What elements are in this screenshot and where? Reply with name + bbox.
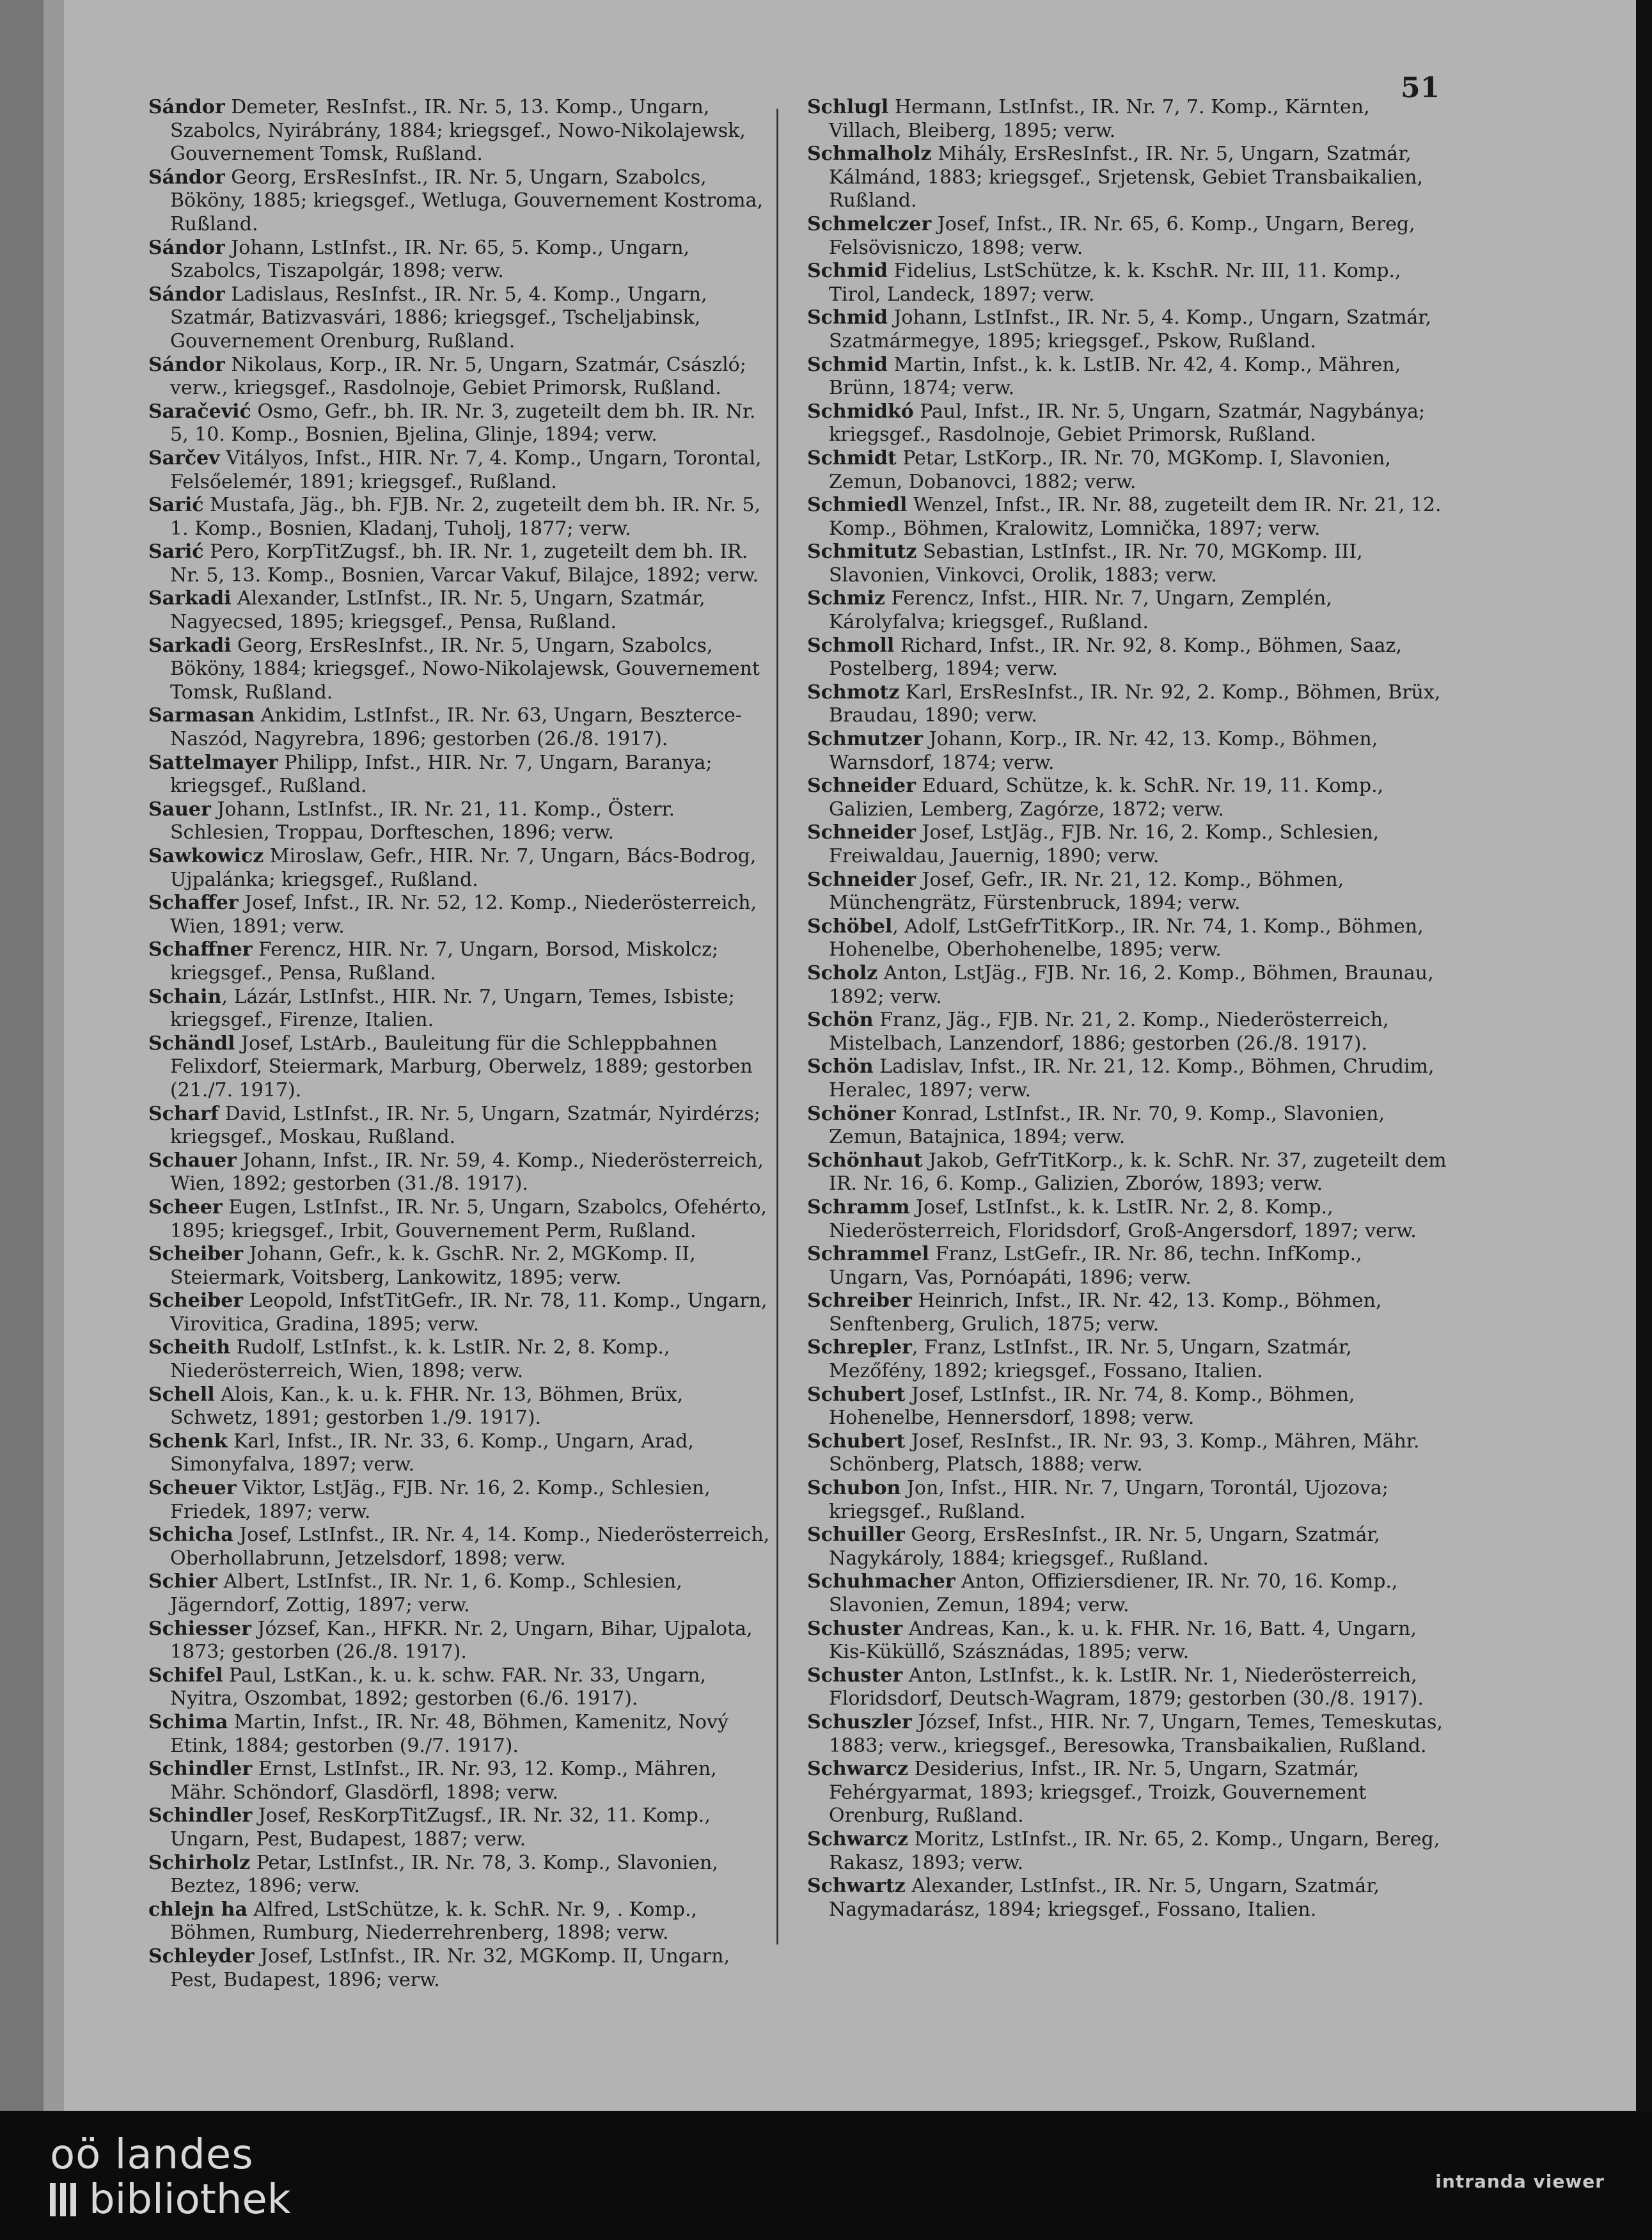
entry-surname: Sarić [148, 494, 204, 517]
entry-details: Josef, LstArb., Bauleitung für die Schleppbahnen Felixdorf, Steiermark, Marburg, Oberwelz, 1889; gestorben (21./7. 1917). [170, 1032, 753, 1101]
entry-details: Josef, LstInfst., IR. Nr. 32, MGKomp. II, Ungarn, Pest, Budapest, 1896; verw. [170, 1944, 730, 1991]
entry-details: Alexander, LstInfst., IR. Nr. 5, Ungarn, Szatmár, Nagymadarász, 1894; kriegsgef., Fossano, Italien. [829, 1875, 1380, 1921]
register-entry [148, 1758, 775, 1804]
entry-surname: Sarkadi [148, 634, 232, 657]
entry-surname: Schmiz [807, 587, 885, 610]
entry-surname: Schönhaut [807, 1149, 923, 1172]
register-entry [148, 845, 775, 892]
entry-surname: Schmidkó [807, 400, 914, 423]
entry-details: Johann, LstInfst., IR. Nr. 21, 11. Komp., Österr. Schlesien, Troppau, Dorfteschen, 1896; verw. [170, 798, 675, 844]
register-entry [807, 1618, 1447, 1664]
entry-surname: Schuster [807, 1617, 903, 1640]
entry-details: Wenzel, Infst., IR. Nr. 88, zugeteilt dem IR. Nr. 21, 12. Komp., Böhmen, Kralowitz, Lomnička, 1897; verw. [829, 494, 1442, 540]
register-entry [807, 1828, 1447, 1875]
register-entry [148, 986, 775, 1032]
entry-details: Ladislav, Infst., IR. Nr. 21, 12. Komp., Böhmen, Chrudim, Heralec, 1897; verw. [829, 1055, 1435, 1101]
entry-details: Anton, LstInfst., k. k. LstIR. Nr. 1, Niederösterreich, Floridsdorf, Deutsch-Wagram, 1879; gestorben (30./8. 1917). [829, 1664, 1424, 1710]
register-entry [148, 1243, 775, 1290]
entry-surname: Schmoll [807, 634, 895, 657]
entry-surname: Schmutzer [807, 728, 924, 751]
register-entry [807, 213, 1447, 260]
entry-surname: Schmitutz [807, 540, 917, 564]
register-entry [807, 1336, 1447, 1383]
register-entry [148, 540, 775, 587]
register-entry [148, 1336, 775, 1383]
register-entry [148, 704, 775, 751]
entry-surname: Scheiber [148, 1290, 244, 1313]
entry-surname: Schaffer [148, 892, 239, 915]
register-entry [148, 1945, 775, 1992]
entry-details: Georg, ErsResInfst., IR. Nr. 5, Ungarn, Szabolcs, Bököny, 1884; kriegsgef., Nowo-Nikolajewsk, Gouvernement Tomsk, Rußland. [170, 634, 760, 704]
register-entry [807, 540, 1447, 587]
register-entry [148, 1524, 775, 1570]
register-entry [807, 1243, 1447, 1290]
entry-details: Martin, Infst., IR. Nr. 48, Böhmen, Kamenitz, Nový Etink, 1884; gestorben (9./7. 1917). [170, 1710, 728, 1757]
register-entry [807, 1524, 1447, 1570]
register-entry [148, 1570, 775, 1617]
register-entry [148, 166, 775, 237]
entry-details: Ferencz, HIR. Nr. 7, Ungarn, Borsod, Miskolcz; kriegsgef., Pensa, Rußland. [170, 938, 719, 984]
entry-details: Josef, LstInfst., IR. Nr. 4, 14. Komp., Niederösterreich, Oberhollabrunn, Jetzelsdorf, 1898; verw. [170, 1524, 770, 1570]
register-entry [807, 1290, 1447, 1336]
register-entry [148, 400, 775, 447]
register-entry [148, 1898, 775, 1945]
entry-surname: Schenk [148, 1430, 228, 1453]
entry-details: József, Kan., HFKR. Nr. 2, Ungarn, Bihar, Ujpalota, 1873; gestorben (26./8. 1917). [170, 1617, 753, 1664]
entry-surname: Schmid [807, 353, 888, 376]
entry-surname: Schwarcz [807, 1827, 909, 1850]
logo-bars-icon [50, 2183, 76, 2216]
entry-surname: Sarić [148, 540, 204, 564]
entry-details: Josef, ResInfst., IR. Nr. 93, 3. Komp., Mähren, Mähr. Schönberg, Platsch, 1888; verw. [829, 1430, 1420, 1476]
entry-surname: Schaffner [148, 938, 253, 961]
register-entry [807, 143, 1447, 213]
entry-details: , Lázár, LstInfst., HIR. Nr. 7, Ungarn, Temes, Isbiste; kriegsgef., Firenze, Italien. [170, 985, 735, 1032]
register-entry [807, 775, 1447, 821]
register-entry [807, 494, 1447, 540]
entry-surname: Schubon [807, 1477, 901, 1500]
register-entry [148, 283, 775, 354]
entry-details: Viktor, LstJäg., FJB. Nr. 16, 2. Komp., Schlesien, Friedek, 1897; verw. [170, 1477, 711, 1523]
entry-surname: Schneider [807, 868, 916, 891]
register-entry [148, 1664, 775, 1711]
entry-surname: Schiesser [148, 1617, 251, 1640]
register-entry [148, 1711, 775, 1758]
register-entry [807, 821, 1447, 868]
entry-details: Rudolf, LstInfst., k. k. LstIR. Nr. 2, 8. Komp., Niederösterreich, Wien, 1898; verw. [170, 1336, 670, 1383]
entry-surname: Schauer [148, 1149, 237, 1172]
entry-details: Mihály, ErsResInfst., IR. Nr. 5, Ungarn, Szatmár, Kálmánd, 1883; kriegsgef., Srjetensk, Gebiet Transbaikalien, Rußland. [829, 143, 1423, 212]
entry-details: Eugen, LstInfst., IR. Nr. 5, Ungarn, Szabolcs, Ofehérto, 1895; kriegsgef., Irbit, Gouvernement Perm, Rußland. [170, 1195, 767, 1242]
entry-details: Andreas, Kan., k. u. k. FHR. Nr. 16, Batt. 4, Ungarn, Kis-Küküllő, Szásznádas, 1895; verw. [829, 1617, 1417, 1664]
register-entry [807, 354, 1447, 400]
logo-line-1: oö landes [50, 2131, 254, 2179]
entry-details: Mustafa, Jäg., bh. FJB. Nr. 2, zugeteilt dem bh. IR. Nr. 5, 1. Komp., Bosnien, Kladanj, Tuholj, 1877; verw. [170, 494, 761, 540]
entry-surname: Schain [148, 985, 222, 1008]
register-entry [148, 587, 775, 634]
entry-details: Anton, LstJäg., FJB. Nr. 16, 2. Komp., Böhmen, Braunau, 1892; verw. [829, 961, 1434, 1008]
entry-surname: Sauer [148, 798, 211, 821]
register-entry [148, 494, 775, 540]
page-gutter-shadow [43, 0, 64, 2111]
register-entry [807, 1055, 1447, 1102]
entry-details: Hermann, LstInfst., IR. Nr. 7, 7. Komp., Kärnten, Villach, Bleiberg, 1895; verw. [829, 96, 1370, 142]
entry-surname: Schreiber [807, 1290, 912, 1313]
entry-details: Alfred, LstSchütze, k. k. SchR. Nr. 9, . Komp., Böhmen, Rumburg, Niederrehrenberg, 1898; verw. [170, 1898, 698, 1944]
entry-surname: Scharf [148, 1102, 219, 1125]
entry-surname: Sándor [148, 283, 225, 306]
entry-surname: Schmidt [807, 446, 897, 469]
entry-surname: Schubert [807, 1383, 906, 1406]
entry-surname: Schneider [807, 775, 916, 798]
entry-surname: Schmid [807, 260, 888, 283]
page-number: 51 [1401, 72, 1440, 104]
library-logo[interactable] [50, 2133, 291, 2222]
entry-details: Franz, LstGefr., IR. Nr. 86, techn. InfKomp., Ungarn, Vas, Pornóapáti, 1896; verw. [829, 1243, 1362, 1289]
register-entry [148, 237, 775, 283]
entry-details: Desiderius, Infst., IR. Nr. 5, Ungarn, Szatmár, Fehérgyarmat, 1893; kriegsgef., Troizk, Gouvernement Orenburg, Rußland. [829, 1758, 1367, 1827]
entry-surname: Sattelmayer [148, 751, 278, 774]
register-entry [148, 1290, 775, 1336]
entry-details: Josef, Gefr., IR. Nr. 21, 12. Komp., Böhmen, Münchengrätz, Fürstenbruck, 1894; verw. [829, 868, 1344, 915]
entry-surname: Schmid [807, 306, 888, 329]
register-entry [807, 681, 1447, 728]
entry-surname: Schmiedl [807, 494, 908, 517]
entry-details: Karl, ErsResInfst., IR. Nr. 92, 2. Komp., Böhmen, Brüx, Braudau, 1890; verw. [829, 681, 1441, 727]
register-entry [148, 1618, 775, 1664]
register-entry [807, 400, 1447, 447]
register-entry [807, 587, 1447, 634]
register-entry [148, 752, 775, 798]
entry-details: Jon, Infst., HIR. Nr. 7, Ungarn, Torontál, Ujozova; kriegsgef., Rußland. [829, 1477, 1388, 1523]
entry-details: Johann, Infst., IR. Nr. 59, 4. Komp., Niederösterreich, Wien, 1892; gestorben (31./8. 1917). [170, 1149, 764, 1195]
entry-surname: Schima [148, 1710, 228, 1733]
entry-details: Josef, LstJäg., FJB. Nr. 16, 2. Komp., Schlesien, Freiwaldau, Jauernig, 1890; verw. [829, 821, 1380, 867]
entry-surname: Schneider [807, 821, 916, 844]
register-entry [807, 1384, 1447, 1430]
entry-details: Pero, KorpTitZugsf., bh. IR. Nr. 1, zugeteilt dem bh. IR. Nr. 5, 13. Komp., Bosnien, Varcar Vakuf, Bilajce, 1892; verw. [170, 540, 759, 587]
entry-surname: Sándor [148, 96, 225, 118]
entry-details: , Franz, LstInfst., IR. Nr. 5, Ungarn, Szatmár, Mezőfény, 1892; kriegsgef., Fossano, Italien. [829, 1336, 1352, 1383]
register-entry [148, 354, 775, 400]
register-entry [148, 1103, 775, 1149]
entry-details: Nikolaus, Korp., IR. Nr. 5, Ungarn, Szatmár, Császló; verw., kriegsgef., Rasdolnoje, Gebiet Primorsk, Rußland. [170, 353, 746, 400]
entry-surname: Schuhmacher [807, 1570, 956, 1593]
entry-details: Vitályos, Infst., HIR. Nr. 7, 4. Komp., Ungarn, Torontal, Felsőelemér, 1891; kriegsgef., Rußland. [170, 446, 762, 493]
entry-surname: Schindler [148, 1804, 253, 1827]
entry-surname: Schändl [148, 1032, 235, 1055]
register-entry [148, 1149, 775, 1196]
entry-details: Johann, LstInfst., IR. Nr. 65, 5. Komp., Ungarn, Szabolcs, Tiszapolgár, 1898; verw. [170, 236, 690, 283]
entry-surname: Schlugl [807, 96, 889, 118]
entry-surname: Sarkadi [148, 587, 232, 610]
entry-details: Anton, Offiziersdiener, IR. Nr. 70, 16. Komp., Slavonien, Zemun, 1894; verw. [829, 1570, 1398, 1616]
entry-details: Petar, LstInfst., IR. Nr. 78, 3. Komp., Slavonien, Beztez, 1896; verw. [170, 1851, 718, 1898]
entry-surname: Schöner [807, 1102, 896, 1125]
entry-surname: Schrepler [807, 1336, 912, 1359]
entry-surname: Schwarcz [807, 1758, 909, 1781]
entry-details: Jakob, GefrTitKorp., k. k. SchR. Nr. 37, zugeteilt dem IR. Nr. 16, 6. Komp., Galizien, Zborów, 1893; verw. [829, 1149, 1447, 1195]
register-entry [807, 1430, 1447, 1477]
entry-details: Heinrich, Infst., IR. Nr. 42, 13. Komp., Böhmen, Senftenberg, Grulich, 1875; verw. [829, 1290, 1382, 1336]
register-entry [807, 1758, 1447, 1828]
entry-surname: Schön [807, 1009, 874, 1032]
entry-details: Josef, Infst., IR. Nr. 65, 6. Komp., Ungarn, Bereg, Felsövisniczo, 1898; verw. [829, 212, 1415, 259]
entry-surname: Schifel [148, 1664, 223, 1687]
entry-details: Petar, LstKorp., IR. Nr. 70, MGKomp. I, Slavonien, Zemun, Dobanovci, 1882; verw. [829, 446, 1391, 493]
entry-surname: Sawkowicz [148, 845, 264, 867]
entry-details: Fidelius, LstSchütze, k. k. KschR. Nr. III, 11. Komp., Tirol, Landeck, 1897; verw. [829, 260, 1401, 306]
entry-surname: Schuiller [807, 1524, 905, 1547]
entry-details: , Adolf, LstGefrTitKorp., IR. Nr. 74, 1. Komp., Böhmen, Hohenelbe, Oberhohenelbe, 1895; verw. [829, 915, 1424, 961]
register-entry [807, 447, 1447, 494]
register-entry [807, 869, 1447, 915]
entry-details: Ferencz, Infst., HIR. Nr. 7, Ungarn, Zemplén, Károlyfalva; kriegsgef., Rußland. [829, 587, 1332, 634]
entry-surname: Schell [148, 1383, 215, 1406]
entry-surname: Schirholz [148, 1851, 251, 1874]
entry-details: Leopold, InfstTitGefr., IR. Nr. 78, 11. Komp., Ungarn, Virovitica, Gradina, 1895; verw. [170, 1290, 767, 1336]
entry-details: Moritz, LstInfst., IR. Nr. 65, 2. Komp., Ungarn, Bereg, Rakasz, 1893; verw. [829, 1827, 1440, 1874]
entry-surname: Schramm [807, 1195, 910, 1219]
entry-details: Osmo, Gefr., bh. IR. Nr. 3, zugeteilt dem bh. IR. Nr. 5, 10. Komp., Bosnien, Bjelina, Glinje, 1894; verw. [170, 400, 756, 446]
entry-surname: Scholz [807, 961, 878, 984]
entry-details: József, Infst., HIR. Nr. 7, Ungarn, Temes, Temeskutas, 1883; verw., kriegsgef., Beresowka, Transbaikalien, Rußland. [829, 1710, 1443, 1757]
entry-surname: Sarmasan [148, 704, 255, 727]
entry-surname: Sarčev [148, 446, 220, 469]
right-column [807, 96, 1447, 1921]
entry-details: Sebastian, LstInfst., IR. Nr. 70, MGKomp. III, Slavonien, Vinkovci, Orolik, 1883; verw. [829, 540, 1363, 587]
entry-surname: Schön [807, 1055, 874, 1078]
entry-details: Josef, ResKorpTitZugsf., IR. Nr. 32, 11. Komp., Ungarn, Pest, Budapest, 1887; verw. [170, 1804, 711, 1850]
entry-details: Ankidim, LstInfst., IR. Nr. 63, Ungarn, Beszterce-Naszód, Nagyrebra, 1896; gestorben (26./8. 1917). [170, 704, 742, 751]
entry-details: Ernst, LstInfst., IR. Nr. 93, 12. Komp., Mähren, Mähr. Schöndorf, Glasdörfl, 1898; verw. [170, 1758, 717, 1804]
entry-surname: Schuster [807, 1664, 903, 1687]
register-entry [807, 962, 1447, 1009]
entry-details: Albert, LstInfst., IR. Nr. 1, 6. Komp., Schlesien, Jägerndorf, Zottig, 1897; verw. [170, 1570, 682, 1616]
entry-details: David, LstInfst., IR. Nr. 5, Ungarn, Szatmár, Nyirdérzs; kriegsgef., Moskau, Rußland. [170, 1102, 760, 1149]
register-entry [807, 1477, 1447, 1524]
entry-details: Georg, ErsResInfst., IR. Nr. 5, Ungarn, Szatmár, Nagykároly, 1884; kriegsgef., Rußland. [829, 1524, 1380, 1570]
entry-details: Martin, Infst., k. k. LstIB. Nr. 42, 4. Komp., Mähren, Brünn, 1874; verw. [829, 353, 1401, 400]
register-entry [148, 1852, 775, 1898]
entry-details: Ladislaus, ResInfst., IR. Nr. 5, 4. Komp., Ungarn, Szatmár, Batizvasvári, 1886; kriegsgef., Tscheljabinsk, Gouvernement Orenburg, Rußland. [170, 283, 707, 352]
entry-surname: Sándor [148, 236, 225, 259]
register-entry [807, 635, 1447, 681]
entry-surname: Schuszler [807, 1710, 912, 1733]
entry-details: Johann, LstInfst., IR. Nr. 5, 4. Komp., Ungarn, Szatmár, Szatmármegye, 1895; kriegsgef., Pskow, Rußland. [829, 306, 1431, 352]
left-column [148, 96, 775, 1992]
register-entry [807, 728, 1447, 775]
entry-details: Paul, Infst., IR. Nr. 5, Ungarn, Szatmár, Nagybánya; kriegsgef., Rasdolnoje, Gebiet Primorsk, Rußland. [829, 400, 1426, 446]
register-entry [807, 1570, 1447, 1617]
logo-line-2: bibliothek [89, 2176, 291, 2223]
entry-surname: Schrammel [807, 1243, 929, 1266]
entry-details: Eduard, Schütze, k. k. SchR. Nr. 19, 11. Komp., Galizien, Lemberg, Zagórze, 1872; verw. [829, 775, 1384, 821]
register-entry [148, 96, 775, 166]
entry-surname: Schindler [148, 1758, 253, 1781]
register-entry [148, 1804, 775, 1851]
register-entry [148, 1384, 775, 1430]
entry-details: Demeter, ResInfst., IR. Nr. 5, 13. Komp., Ungarn, Szabolcs, Nyirábrány, 1884; kriegsgef., Nowo-Nikolajewsk, Gouvernement Tomsk, Rußland. [170, 96, 746, 166]
entry-details: Konrad, LstInfst., IR. Nr. 70, 9. Komp., Slavonien, Zemun, Batajnica, 1894; verw. [829, 1102, 1385, 1149]
register-entry [148, 892, 775, 938]
entry-details: Philipp, Infst., HIR. Nr. 7, Ungarn, Baranya; kriegsgef., Rußland. [170, 751, 712, 798]
register-entry [807, 1149, 1447, 1196]
register-entry [807, 1875, 1447, 1921]
register-entry [148, 1477, 775, 1524]
entry-details: Paul, LstKan., k. u. k. schw. FAR. Nr. 33, Ungarn, Nyitra, Oszombat, 1892; gestorben (6./6. 1917). [170, 1664, 707, 1710]
entry-surname: Scheiber [148, 1243, 244, 1266]
register-entry [807, 915, 1447, 962]
entry-surname: Schleyder [148, 1944, 255, 1968]
entry-surname: Sándor [148, 166, 225, 189]
entry-surname: Schöbel [807, 915, 893, 938]
entry-surname: Schmelczer [807, 212, 932, 235]
register-entry [807, 1196, 1447, 1243]
register-entry [148, 1032, 775, 1103]
entry-details: Johann, Korp., IR. Nr. 42, 13. Komp., Böhmen, Warnsdorf, 1874; verw. [829, 728, 1378, 774]
entry-details: Franz, Jäg., FJB. Nr. 21, 2. Komp., Niederösterreich, Mistelbach, Lanzendorf, 1886; gestorben (26./8. 1917). [829, 1009, 1389, 1055]
entry-surname: Schmotz [807, 681, 900, 704]
entry-surname: Sándor [148, 353, 225, 376]
entry-details: Johann, Gefr., k. k. GschR. Nr. 2, MGKomp. II, Steiermark, Voitsberg, Lankowitz, 1895; verw. [170, 1243, 696, 1289]
register-entry [807, 1103, 1447, 1149]
register-entry [807, 260, 1447, 306]
register-entry [148, 447, 775, 494]
entry-surname: chlejn ha [148, 1898, 248, 1921]
entry-surname: Schubert [807, 1430, 906, 1453]
entry-surname: Saračević [148, 400, 251, 423]
entry-details: Josef, LstInfst., k. k. LstIR. Nr. 2, 8. Komp., Niederösterreich, Floridsdorf, Groß-Angersdorf, 1897; verw. [829, 1195, 1417, 1242]
register-entry [807, 306, 1447, 353]
entry-details: Josef, Infst., IR. Nr. 52, 12. Komp., Niederösterreich, Wien, 1891; verw. [170, 892, 757, 938]
viewer-brand[interactable]: intranda viewer [1435, 2171, 1605, 2192]
entry-surname: Scheuer [148, 1477, 237, 1500]
entry-surname: Scheer [148, 1195, 223, 1219]
register-entry [148, 1430, 775, 1477]
register-entry [148, 938, 775, 985]
entry-details: Alois, Kan., k. u. k. FHR. Nr. 13, Böhmen, Brüx, Schwetz, 1891; gestorben 1./9. 1917). [170, 1383, 684, 1430]
entry-surname: Schwartz [807, 1875, 906, 1898]
book-spine [0, 0, 43, 2111]
entry-surname: Scheith [148, 1336, 230, 1359]
entry-details: Georg, ErsResInfst., IR. Nr. 5, Ungarn, Szabolcs, Bököny, 1885; kriegsgef., Wetluga, Gouvernement Kostroma, Rußland. [170, 166, 764, 235]
entry-details: Alexander, LstInfst., IR. Nr. 5, Ungarn, Szatmár, Nagyecsed, 1895; kriegsgef., Pensa, Rußland. [170, 587, 705, 634]
entry-details: Miroslaw, Gefr., HIR. Nr. 7, Ungarn, Bács-Bodrog, Ujpalánka; kriegsgef., Rußland. [170, 845, 757, 891]
register-entry [148, 798, 775, 845]
entry-details: Richard, Infst., IR. Nr. 92, 8. Komp., Böhmen, Saaz, Postelberg, 1894; verw. [829, 634, 1402, 681]
register-entry [807, 1711, 1447, 1758]
entry-surname: Schmalholz [807, 143, 932, 166]
register-entry [148, 1196, 775, 1243]
register-entry [807, 1664, 1447, 1711]
entry-details: Josef, LstInfst., IR. Nr. 74, 8. Komp., Böhmen, Hohenelbe, Hennersdorf, 1898; verw. [829, 1383, 1355, 1430]
register-entry [807, 1009, 1447, 1055]
column-divider [776, 109, 778, 1944]
entry-surname: Schicha [148, 1524, 233, 1547]
entry-surname: Schier [148, 1570, 218, 1593]
register-entry [807, 96, 1447, 143]
entry-details: Karl, Infst., IR. Nr. 33, 6. Komp., Ungarn, Arad, Simonyfalva, 1897; verw. [170, 1430, 694, 1476]
register-entry [148, 635, 775, 705]
